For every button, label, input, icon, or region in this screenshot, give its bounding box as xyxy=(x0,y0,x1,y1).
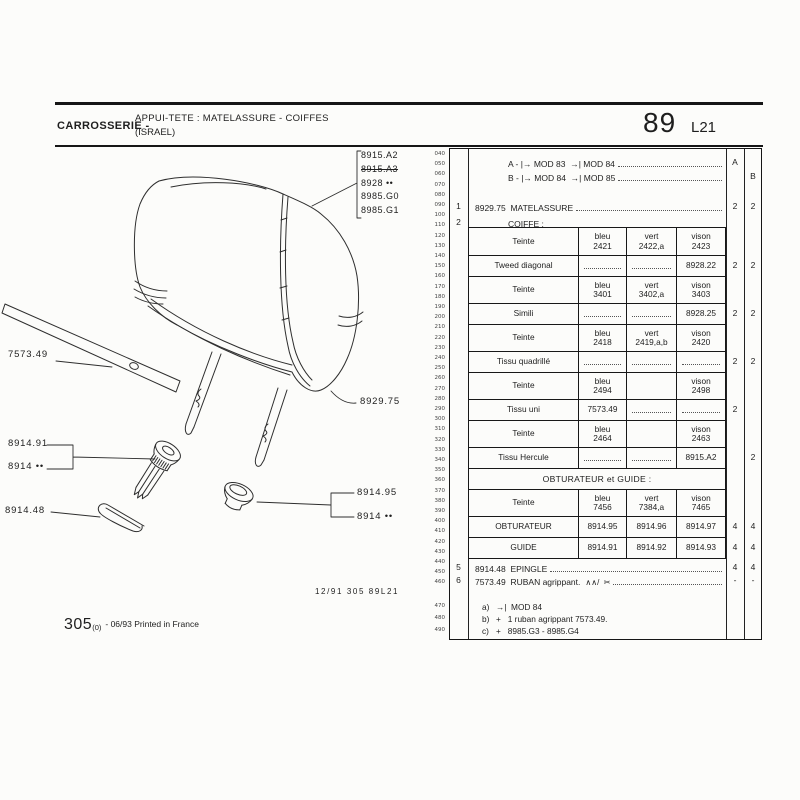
color-cell: 8914.93 xyxy=(676,538,725,558)
page-number: 89 xyxy=(643,107,677,138)
color-name: vison xyxy=(691,231,711,241)
color-table-row xyxy=(469,276,725,303)
color-table-row xyxy=(469,303,725,324)
color-cell: 8914.91 xyxy=(578,538,626,558)
line-number: 310 xyxy=(434,426,445,433)
item-number: 1 xyxy=(456,201,461,211)
dots-placeholder xyxy=(682,359,719,365)
footnote xyxy=(482,614,722,626)
headrest-body xyxy=(134,177,363,391)
dotted-leader xyxy=(618,180,722,181)
line-number: 100 xyxy=(434,212,445,219)
color-code: 7465 xyxy=(691,502,711,512)
color-table-row xyxy=(469,351,725,372)
label-obturateur-alt: 8914 •• xyxy=(357,511,394,522)
callout-item: 8985.G0 xyxy=(361,191,400,202)
label-guide: 8914.91 xyxy=(8,438,48,449)
line-number: 490 xyxy=(434,627,445,633)
qty-value: 2 xyxy=(732,259,738,270)
page-subtitle: (ISRAEL) xyxy=(135,127,176,138)
color-cell xyxy=(626,448,676,468)
row-text: A - |→ MOD 83 →| MOD 84 xyxy=(508,159,615,169)
page-header xyxy=(55,102,763,147)
color-cell xyxy=(626,304,676,324)
line-number: 400 xyxy=(434,518,445,525)
line-number: 220 xyxy=(434,334,445,341)
color-cell xyxy=(676,228,725,255)
line-number: 210 xyxy=(434,324,445,331)
qty-value: 2 xyxy=(750,355,756,366)
section-label: CARROSSERIE - xyxy=(57,120,150,132)
line-number: 250 xyxy=(434,365,445,372)
dots-placeholder xyxy=(584,455,621,461)
line-number: 460 xyxy=(434,579,445,586)
designation-cell: Tissu Hercule xyxy=(498,452,549,463)
color-table-row xyxy=(469,255,725,276)
row-text: 8914.48 EPINGLE xyxy=(475,564,548,574)
qty-col-b xyxy=(744,149,762,639)
qty-value: 2 xyxy=(750,259,756,270)
color-cell xyxy=(676,352,725,372)
qty-value: 4 xyxy=(750,541,756,552)
color-code: 2421 xyxy=(593,240,612,251)
color-name: bleu xyxy=(594,492,611,503)
color-cell xyxy=(676,400,725,420)
dots-placeholder xyxy=(632,263,670,269)
color-code: 2420 xyxy=(691,337,711,347)
line-number: 440 xyxy=(434,559,445,565)
callout-item: 8928 •• xyxy=(361,177,394,188)
dots-placeholder xyxy=(584,263,621,269)
qty-value: 4 xyxy=(750,562,756,572)
color-name: vison xyxy=(691,327,711,338)
line-number: 480 xyxy=(434,615,445,621)
footnote-text: →| MOD 84 xyxy=(496,602,542,612)
color-table xyxy=(468,227,726,559)
dotted-leader xyxy=(576,210,722,211)
color-name: bleu xyxy=(594,423,611,434)
obturateur-part xyxy=(218,479,256,515)
dotted-leader xyxy=(618,166,722,167)
parts-table xyxy=(449,148,762,640)
footnote xyxy=(482,626,722,638)
qty-value: 2 xyxy=(750,307,756,318)
qty-value: 2 xyxy=(750,201,756,211)
line-number: 410 xyxy=(434,528,445,535)
item-number: 6 xyxy=(456,575,461,585)
line-number: 390 xyxy=(434,508,445,514)
color-code: 7456 xyxy=(593,502,612,512)
line-number: 430 xyxy=(434,548,445,555)
qty-col-a xyxy=(726,149,744,639)
line-number: 090 xyxy=(434,202,445,208)
qty-value: 2 xyxy=(732,307,738,318)
line-number: 420 xyxy=(434,538,445,545)
label-matelassure: 8929.75 xyxy=(360,396,400,407)
item-number: 5 xyxy=(456,562,461,572)
footnote xyxy=(482,602,722,614)
color-name: bleu xyxy=(594,231,611,241)
line-number: 290 xyxy=(434,406,445,412)
color-name: bleu xyxy=(594,327,611,338)
dots-placeholder xyxy=(632,407,670,413)
table-row-bottom xyxy=(475,562,723,574)
footnote-key: c) xyxy=(482,626,489,636)
dots-placeholder xyxy=(584,311,621,317)
dotted-leader xyxy=(550,571,722,572)
color-cell xyxy=(676,490,725,516)
color-code: 2419,a,b xyxy=(635,337,668,347)
color-name: vison xyxy=(691,423,711,434)
line-number: 110 xyxy=(434,222,445,229)
designation-cell: Teinte xyxy=(512,428,535,439)
qty-value: - xyxy=(733,575,737,585)
dots-placeholder xyxy=(632,359,670,365)
label-ruban: 7573.49 xyxy=(8,349,48,360)
ruban-strip xyxy=(2,304,180,392)
line-number: 130 xyxy=(434,242,445,249)
color-code: 7384,a xyxy=(638,502,665,512)
color-name: vert xyxy=(644,492,659,503)
callout-box xyxy=(361,149,399,218)
footnote-key: a) xyxy=(482,602,490,612)
color-cell xyxy=(676,325,725,351)
print-reference xyxy=(64,616,199,634)
qty-value: 2 xyxy=(732,201,738,211)
line-number: 050 xyxy=(434,161,445,168)
line-number: 360 xyxy=(434,477,445,484)
qty-value: - xyxy=(751,575,755,585)
designation-cell: Teinte xyxy=(512,235,535,246)
color-cell xyxy=(578,421,626,447)
line-number: 450 xyxy=(434,569,445,576)
line-number: 200 xyxy=(434,314,445,321)
line-number: 260 xyxy=(434,375,445,382)
callout-item: 8915.A3 xyxy=(361,163,399,174)
qty-value: 2 xyxy=(732,355,738,366)
line-number: 060 xyxy=(434,171,445,178)
color-cell xyxy=(578,373,626,399)
print-ref-number: 305 xyxy=(64,616,93,633)
color-name: vison xyxy=(691,492,711,503)
print-ref-rest: - 06/93 Printed in France xyxy=(105,619,199,629)
color-cell xyxy=(578,448,626,468)
color-code: 2422,a xyxy=(638,240,665,251)
color-cell xyxy=(626,352,676,372)
color-cell xyxy=(578,325,626,351)
color-table-row xyxy=(469,228,725,255)
line-number: 370 xyxy=(434,487,445,494)
color-cell xyxy=(676,277,725,303)
epingle-part xyxy=(98,504,144,532)
color-table-row xyxy=(469,468,725,489)
color-code: 2464 xyxy=(593,433,612,443)
line-number: 240 xyxy=(434,355,445,361)
color-table-row xyxy=(469,399,725,420)
section-header: OBTURATEUR et GUIDE : xyxy=(542,474,652,484)
row-text: B - |→ MOD 84 →| MOD 85 xyxy=(508,173,616,183)
row-text: 8929.75 MATELASSURE xyxy=(475,203,574,213)
print-ref-sub: (0) xyxy=(92,623,102,632)
color-code: 2494 xyxy=(593,385,612,395)
color-cell: 8928.25 xyxy=(676,304,725,324)
color-code: 2423 xyxy=(691,240,711,251)
guide-part xyxy=(126,437,184,506)
line-number: 320 xyxy=(434,436,445,443)
footnotes xyxy=(482,602,722,638)
plate-reference: 12/91 305 89L21 xyxy=(315,587,400,596)
designation-cell: Teinte xyxy=(512,380,535,391)
qty-value: 4 xyxy=(732,541,738,552)
color-cell xyxy=(626,421,676,447)
page-code: L21 xyxy=(691,119,717,136)
color-name: vert xyxy=(644,231,659,241)
color-table-row xyxy=(469,372,725,399)
color-code: 3402,a xyxy=(638,289,665,299)
headrest-exploded-drawing xyxy=(0,0,432,660)
label-epingle: 8914.48 xyxy=(5,505,45,516)
color-cell xyxy=(578,228,626,255)
line-number: 080 xyxy=(434,191,445,198)
color-cell xyxy=(676,373,725,399)
qty-col-header: A xyxy=(732,157,738,167)
line-number: 350 xyxy=(434,467,445,474)
dots-placeholder xyxy=(584,359,621,365)
qty-value: 4 xyxy=(732,520,738,531)
footnote-key: b) xyxy=(482,614,490,624)
qty-col-header: B xyxy=(750,171,756,181)
line-number: 140 xyxy=(434,253,445,259)
line-number: 340 xyxy=(434,457,445,463)
color-table-row xyxy=(469,516,725,537)
line-number: 380 xyxy=(434,497,445,504)
color-cell: 7573.49 xyxy=(578,400,626,420)
designation-cell: Teinte xyxy=(512,497,535,508)
line-number: 120 xyxy=(434,232,445,239)
line-number: 300 xyxy=(434,416,445,423)
color-code: 2498 xyxy=(691,385,711,395)
color-cell xyxy=(578,490,626,516)
designation-cell: GUIDE xyxy=(510,542,537,553)
qty-value: 4 xyxy=(750,520,756,531)
page-title: APPUI-TETE : MATELASSURE - COIFFES xyxy=(135,113,329,124)
color-code: 2463 xyxy=(691,433,711,443)
color-name: bleu xyxy=(594,279,611,290)
designation-cell: OBTURATEUR xyxy=(495,521,552,532)
color-table-row xyxy=(469,324,725,351)
label-obturateur: 8914.95 xyxy=(357,487,397,498)
designation-cell: Tissu uni xyxy=(507,404,540,415)
line-number: 040 xyxy=(434,151,445,157)
line-number: 330 xyxy=(434,446,445,453)
color-name: bleu xyxy=(594,375,611,386)
callout-item: 8985.G1 xyxy=(361,205,400,216)
color-cell xyxy=(578,256,626,276)
label-guide-alt: 8914 •• xyxy=(8,461,45,472)
color-cell: 8914.95 xyxy=(578,517,626,537)
line-number-strip xyxy=(430,150,447,644)
color-cell: 8914.92 xyxy=(626,538,676,558)
line-number: 170 xyxy=(434,283,445,290)
table-row-top xyxy=(508,217,723,229)
color-code: 3403 xyxy=(691,289,711,299)
table-main xyxy=(468,149,726,639)
qty-value: 2 xyxy=(732,403,738,414)
support-rod-left xyxy=(185,352,221,434)
fastener-icons: ∧∧/ ✂ xyxy=(585,578,611,587)
table-row-bottom xyxy=(475,575,723,587)
dots-placeholder xyxy=(682,407,719,413)
color-name: vison xyxy=(691,279,711,290)
color-cell xyxy=(578,304,626,324)
row-text: 7573.49 RUBAN agrippant. xyxy=(475,577,581,587)
color-table-row xyxy=(469,447,725,468)
line-number: 280 xyxy=(434,395,445,402)
line-number: 150 xyxy=(434,263,445,270)
line-number: 070 xyxy=(434,181,445,188)
color-cell: 8914.97 xyxy=(676,517,725,537)
line-number: 270 xyxy=(434,385,445,392)
designation-cell: Tweed diagonal xyxy=(494,260,553,271)
color-cell xyxy=(626,373,676,399)
color-cell: 8928.22 xyxy=(676,256,725,276)
table-row-top xyxy=(508,157,723,169)
line-number: 180 xyxy=(434,293,445,300)
color-table-row xyxy=(469,489,725,516)
table-row-top xyxy=(508,171,723,183)
color-name: vert xyxy=(644,279,659,290)
color-cell: 8914.96 xyxy=(626,517,676,537)
color-cell xyxy=(578,352,626,372)
callout-item: 8915.A2 xyxy=(361,150,399,160)
row-text: COIFFE : xyxy=(508,219,544,229)
color-cell xyxy=(626,277,676,303)
color-cell: 8915.A2 xyxy=(676,448,725,468)
line-number: 190 xyxy=(434,304,445,310)
line-number: 230 xyxy=(434,344,445,351)
color-cell xyxy=(626,490,676,516)
color-name: vison xyxy=(691,375,711,386)
color-cell xyxy=(626,325,676,351)
table-row-top xyxy=(475,201,723,213)
support-rod-right xyxy=(255,388,287,466)
color-name: vert xyxy=(644,327,659,338)
leader-lines xyxy=(47,151,361,517)
qty-value: 2 xyxy=(750,451,756,462)
color-table-row xyxy=(469,420,725,447)
designation-cell: Teinte xyxy=(512,332,535,343)
line-number: 470 xyxy=(434,603,445,609)
color-cell xyxy=(626,228,676,255)
color-code: 3401 xyxy=(593,289,612,299)
designation-cell: Tissu quadrillé xyxy=(496,356,551,367)
designation-cell: Simili xyxy=(513,308,534,319)
dots-placeholder xyxy=(632,455,670,461)
color-cell xyxy=(626,256,676,276)
dots-placeholder xyxy=(632,311,670,317)
qty-value: 4 xyxy=(732,562,738,572)
color-code: 2418 xyxy=(593,337,612,347)
dotted-leader xyxy=(613,584,722,585)
color-cell xyxy=(626,400,676,420)
footnote-text: + 8985.G3 - 8985.G4 xyxy=(496,626,579,636)
item-number: 2 xyxy=(456,217,461,227)
designation-cell: Teinte xyxy=(512,284,535,295)
color-cell xyxy=(578,277,626,303)
color-cell xyxy=(676,421,725,447)
footnote-text: + 1 ruban agrippant 7573.49. xyxy=(496,614,608,624)
line-number: 160 xyxy=(434,273,445,280)
color-table-row xyxy=(469,537,725,558)
